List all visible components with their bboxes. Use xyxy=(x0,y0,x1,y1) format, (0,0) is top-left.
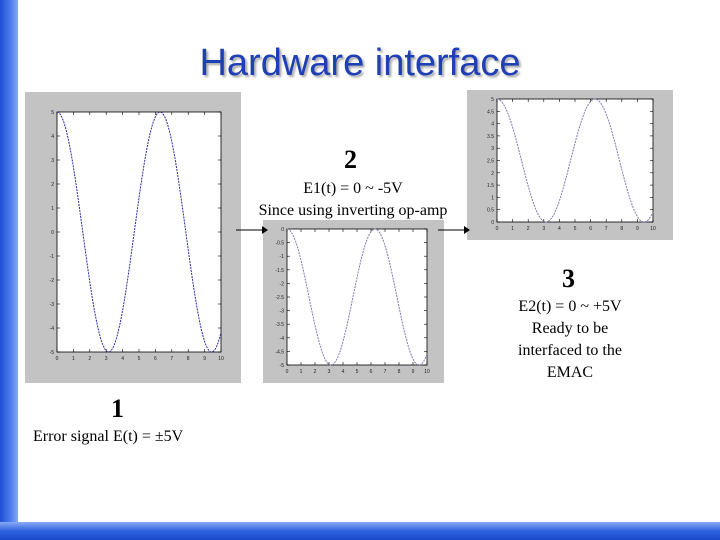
y-tick-label: -3 xyxy=(49,302,54,308)
x-tick-label: 6 xyxy=(369,369,373,375)
stage-2-caption-line: Since using inverting op-amp xyxy=(258,202,448,219)
y-tick-label: 4 xyxy=(51,134,54,140)
stage-2-number: 2 xyxy=(344,145,357,174)
y-tick-label: 3 xyxy=(491,146,494,153)
stage-1-caption-line: Error signal E(t) = ±5V xyxy=(33,428,184,445)
stage-2-caption-line: E1(t) = 0 ~ -5V xyxy=(303,180,403,197)
y-tick-label: -2.5 xyxy=(275,295,284,301)
x-tick-label: 7 xyxy=(604,226,608,232)
plot-inverted-signal-svg xyxy=(263,220,444,383)
x-tick-label: 1 xyxy=(299,369,303,375)
y-tick-label: 4 xyxy=(491,121,494,128)
y-tick-label: 5 xyxy=(491,97,494,103)
x-tick-label: 5 xyxy=(573,226,577,232)
y-tick-label: -0.5 xyxy=(275,240,284,247)
y-tick-label: -2 xyxy=(49,278,54,284)
y-tick-label: 1 xyxy=(51,206,54,212)
y-tick-label: 2 xyxy=(51,182,54,188)
y-tick-label: 0.5 xyxy=(487,207,494,214)
y-tick-label: 2 xyxy=(491,170,494,177)
stage-3-number: 3 xyxy=(562,264,575,293)
y-tick-label: -4.5 xyxy=(275,349,284,356)
plot-offset-signal-svg xyxy=(467,90,673,240)
y-tick-label: 0 xyxy=(281,227,284,233)
y-tick-label: -5 xyxy=(49,350,54,356)
plot-area xyxy=(57,112,221,352)
x-tick-label: 1 xyxy=(72,356,75,362)
stage-2-caption xyxy=(233,178,473,222)
arrow-to-stage-3 xyxy=(438,224,470,236)
plot-area xyxy=(497,99,653,222)
x-tick-label: 1 xyxy=(511,226,514,232)
stage-3-caption-line: EMAC xyxy=(546,364,594,381)
x-tick-label: 3 xyxy=(542,226,546,232)
y-tick-label: 3.5 xyxy=(487,133,494,140)
stage-3-caption-line: E2(t) = 0 ~ +5V xyxy=(518,298,622,315)
y-tick-label: -5 xyxy=(279,363,284,369)
y-tick-label: 1.5 xyxy=(487,183,494,190)
y-tick-label: 1 xyxy=(491,195,494,202)
stage-3-caption-line: interfaced to the xyxy=(518,342,622,359)
x-tick-label: 8 xyxy=(397,369,401,375)
x-tick-label: 7 xyxy=(170,356,174,362)
stage-3-caption-line: Ready to be xyxy=(531,320,609,337)
y-tick-label: -3 xyxy=(279,308,284,315)
x-tick-label: 6 xyxy=(154,356,157,362)
x-tick-label: 5 xyxy=(355,369,359,375)
y-tick-label: 0 xyxy=(491,220,494,226)
plot-inverted-signal xyxy=(263,220,444,383)
y-tick-label: 4.5 xyxy=(487,109,494,116)
x-tick-label: 9 xyxy=(203,356,206,362)
y-tick-label: 2.5 xyxy=(487,158,494,165)
x-tick-label: 2 xyxy=(88,356,92,362)
x-tick-label: 8 xyxy=(186,356,190,362)
y-tick-label: -4 xyxy=(279,335,284,342)
x-tick-label: 2 xyxy=(526,226,530,232)
plot-error-signal xyxy=(25,92,241,383)
x-tick-label: 4 xyxy=(121,356,124,362)
y-tick-label: -4 xyxy=(49,326,54,332)
x-tick-label: 8 xyxy=(620,226,624,232)
x-tick-label: 9 xyxy=(636,226,639,232)
x-tick-label: 6 xyxy=(589,226,592,232)
x-tick-label: 3 xyxy=(104,356,108,362)
y-tick-label: -1 xyxy=(49,254,54,260)
y-tick-label: -2 xyxy=(279,281,284,288)
y-tick-label: 0 xyxy=(51,230,54,236)
x-tick-label: 4 xyxy=(558,226,561,232)
plot-error-signal-svg xyxy=(25,92,241,383)
x-tick-label: 9 xyxy=(411,369,415,375)
stage-3-caption xyxy=(490,296,650,384)
x-tick-label: 2 xyxy=(313,369,317,375)
x-tick-label: 3 xyxy=(327,369,331,375)
stage-1-caption xyxy=(33,426,233,448)
plot-offset-signal xyxy=(467,90,673,240)
x-tick-label: 4 xyxy=(341,369,345,375)
y-tick-label: 3 xyxy=(51,158,54,164)
x-tick-label: 0 xyxy=(285,369,289,375)
x-tick-label: 10 xyxy=(650,226,656,232)
y-tick-label: 5 xyxy=(51,110,54,116)
plot-area xyxy=(287,229,427,365)
x-tick-label: 0 xyxy=(495,226,499,232)
y-tick-label: -1 xyxy=(279,254,284,261)
y-tick-label: -1.5 xyxy=(275,267,284,274)
slide-title: Hardware interface xyxy=(199,42,521,84)
bottom-accent-bar xyxy=(0,522,720,540)
y-tick-label: -3.5 xyxy=(275,322,284,329)
x-tick-label: 10 xyxy=(218,356,224,362)
stage-1-number: 1 xyxy=(111,394,124,423)
x-tick-label: 10 xyxy=(424,369,430,375)
x-tick-label: 5 xyxy=(137,356,141,362)
x-tick-label: 0 xyxy=(55,356,59,362)
x-tick-label: 7 xyxy=(383,369,387,375)
arrow-to-stage-2 xyxy=(236,224,268,236)
